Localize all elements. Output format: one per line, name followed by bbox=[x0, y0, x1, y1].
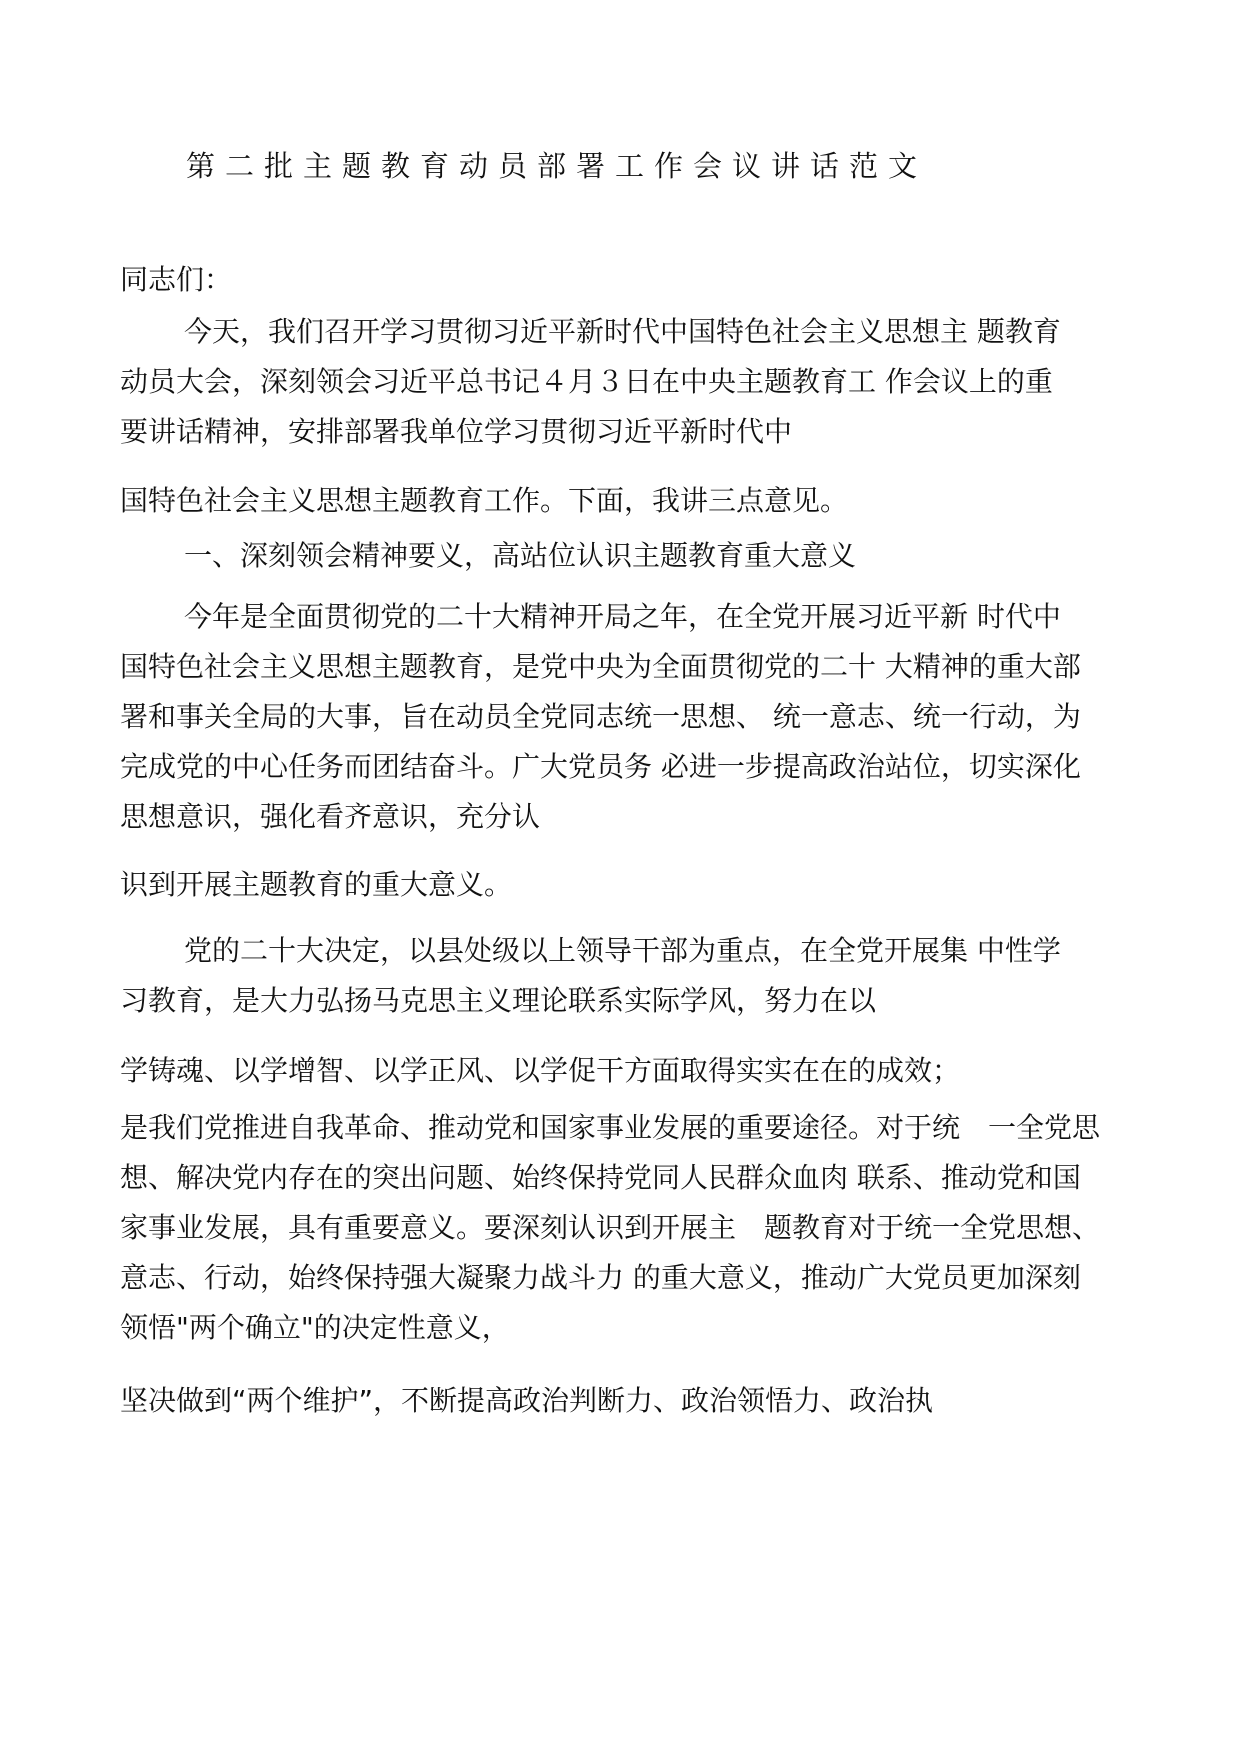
paragraph-line: 今年是全面贯彻党的二十大精神开局之年，在全党开展习近平新 时代中 bbox=[184, 600, 1061, 633]
paragraph-line: 习教育，是大力弘扬马克思主义理论联系实际学风，努力在以 bbox=[120, 984, 877, 1017]
paragraph-line: 识到开展主题教育的重大意义。 bbox=[120, 868, 513, 901]
paragraph-line: 是我们党推进自我革命、推动党和国家事业发展的重要途径。对于统 一全党思 bbox=[120, 1111, 1101, 1144]
paragraph-line: 意志、行动，始终保持强大凝聚力战斗力 的重大意义，推动广大党员更加深刻 bbox=[120, 1261, 1081, 1294]
paragraph-line: 坚决做到“两个维护”，不断提高政治判断力、政治领悟力、政治执 bbox=[120, 1384, 934, 1417]
paragraph-line: 动员大会，深刻领会习近平总书记４月３日在中央主题教育工 作会议上的重 bbox=[120, 365, 1053, 398]
paragraph-line: 署和事关全局的大事，旨在动员全党同志统一思想、 统一意志、统一行动，为 bbox=[120, 700, 1081, 733]
paragraph-line: 今天，我们召开学习贯彻习近平新时代中国特色社会主义思想主 题教育 bbox=[184, 315, 1061, 348]
paragraph-line: 完成党的中心任务而团结奋斗。广大党员务 必进一步提高政治站位，切实深化 bbox=[120, 750, 1081, 783]
salutation: 同志们： bbox=[120, 263, 233, 296]
paragraph-line: 国特色社会主义思想主题教育工作。下面，我讲三点意见。 bbox=[120, 484, 849, 517]
paragraph-line: 要讲话精神，安排部署我单位学习贯彻习近平新时代中 bbox=[120, 415, 793, 448]
paragraph-line: 学铸魂、以学增智、以学正风、以学促干方面取得实实在在的成效； bbox=[120, 1054, 961, 1087]
paragraph-line: 想、解决党内存在的突出问题、始终保持党同人民群众血肉 联系、推动党和国 bbox=[120, 1161, 1081, 1194]
paragraph-line: 领悟"两个确立"的决定性意义， bbox=[120, 1311, 510, 1344]
paragraph-line: 家事业发展，具有重要意义。要深刻认识到开展主 题教育对于统一全党思想、 bbox=[120, 1211, 1101, 1244]
document-title: 第二批主题教育动员部署工作会议讲话范文 bbox=[186, 149, 928, 183]
paragraph-line: 国特色社会主义思想主题教育，是党中央为全面贯彻党的二十 大精神的重大部 bbox=[120, 650, 1081, 683]
paragraph-line: 思想意识，强化看齐意识，充分认 bbox=[120, 800, 541, 833]
paragraph-line: 党的二十大决定，以县处级以上领导干部为重点，在全党开展集 中性学 bbox=[184, 934, 1061, 967]
section-heading: 一、深刻领会精神要义，高站位认识主题教育重大意义 bbox=[184, 539, 857, 572]
